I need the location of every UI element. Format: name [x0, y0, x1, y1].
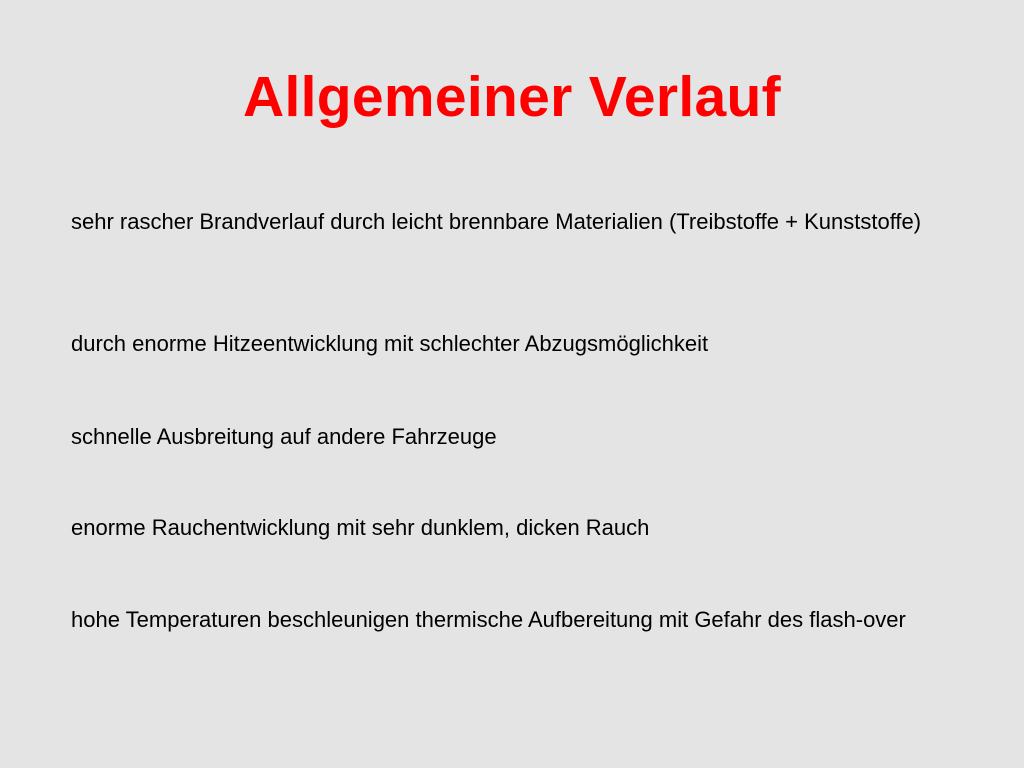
bullet-text-3: schnelle Ausbreitung auf andere Fahrzeuge: [71, 424, 497, 449]
bullet-text-4: enorme Rauchentwicklung mit sehr dunklem, dicken Rauch: [71, 515, 650, 540]
bullet-text-5: hohe Temperaturen beschleunigen thermische Aufbereitung mit Gefahr des flash-over: [71, 607, 906, 632]
slide-title: Allgemeiner Verlauf: [243, 65, 781, 129]
bullet-text-1: sehr rascher Brandverlauf durch leicht brennbare Materialien (Treibstoffe + Kunststoffe): [71, 209, 922, 234]
bullet-text-2: durch enorme Hitzeentwicklung mit schlechter Abzugsmöglichkeit: [71, 331, 709, 356]
